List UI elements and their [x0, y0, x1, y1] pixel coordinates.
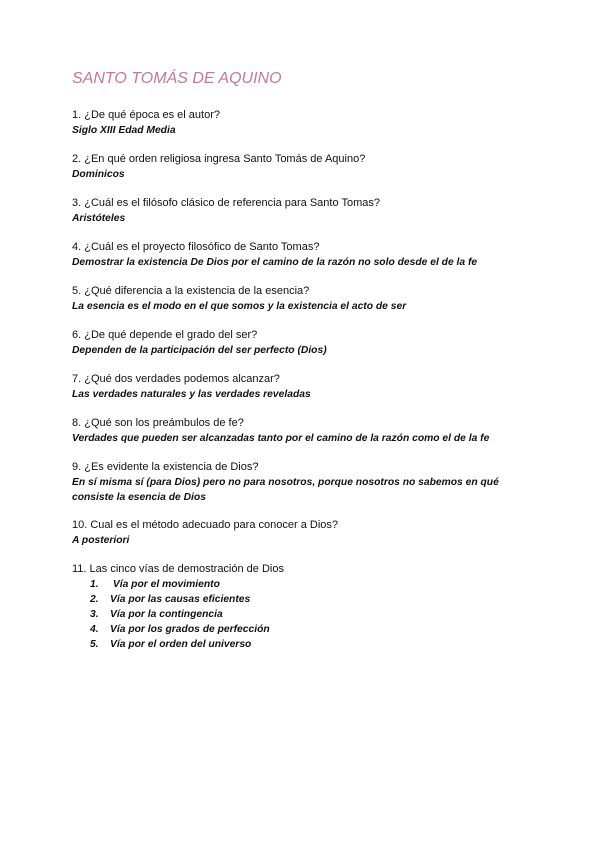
answer-6: Dependen de la participación del ser perfecto (Dios) — [72, 345, 327, 356]
list-number: 5. — [90, 639, 99, 650]
list-number: 2. — [90, 594, 99, 605]
qa-item-1 — [72, 108, 542, 138]
answer-3: Aristóteles — [72, 213, 126, 224]
question-6: 6. ¿De qué depende el grado del ser? — [72, 329, 258, 341]
qa-item-6 — [72, 328, 542, 358]
list-text: Vía por los grados de perfección — [110, 624, 270, 635]
qa-item-4 — [72, 240, 542, 270]
qa-item-9 — [72, 460, 542, 505]
qa-item-7 — [72, 372, 542, 402]
qa-item-10 — [72, 518, 542, 548]
question-5: 5. ¿Qué diferencia a la existencia de la esencia? — [72, 285, 310, 297]
page-title: SANTO TOMÁS DE AQUINO — [72, 70, 282, 87]
question-7: 7. ¿Qué dos verdades podemos alcanzar? — [72, 373, 280, 385]
answer-4: Demostrar la existencia De Dios por el camino de la razón no solo desde el de la fe — [72, 257, 478, 268]
ways-list — [72, 577, 542, 652]
question-1: 1. ¿De qué época es el autor? — [72, 109, 220, 121]
answer-10: A posteriori — [72, 535, 130, 546]
question-4: 4. ¿Cuál es el proyecto filosófico de Santo Tomas? — [72, 241, 320, 253]
question-9: 9. ¿Es evidente la existencia de Dios? — [72, 461, 259, 473]
question-3: 3. ¿Cuál es el filósofo clásico de referencia para Santo Tomas? — [72, 197, 380, 209]
list-item — [90, 637, 542, 652]
list-item — [90, 592, 542, 607]
answer-5: La esencia es el modo en el que somos y la existencia el acto de ser — [72, 301, 407, 312]
list-item — [90, 622, 542, 637]
list-text: Vía por la contingencia — [110, 609, 223, 620]
question-8: 8. ¿Qué son los preámbulos de fe? — [72, 417, 244, 429]
qa-item-11 — [72, 562, 542, 652]
list-text: Vía por las causas eficientes — [110, 594, 251, 605]
list-item — [90, 607, 542, 622]
list-item — [90, 577, 542, 592]
qa-item-2 — [72, 152, 542, 182]
list-text: Vía por el orden del universo — [110, 639, 252, 650]
list-number: 4. — [90, 624, 99, 635]
answer-2: Dominicos — [72, 169, 125, 180]
qa-item-3 — [72, 196, 542, 226]
list-text: Vía por el movimiento — [110, 579, 220, 590]
answer-7: Las verdades naturales y las verdades reveladas — [72, 389, 311, 400]
question-10: 10. Cual es el método adecuado para conocer a Dios? — [72, 519, 339, 531]
qa-item-5 — [72, 284, 542, 314]
question-2: 2. ¿En qué orden religiosa ingresa Santo Tomás de Aquino? — [72, 153, 366, 165]
question-11: 11. Las cinco vías de demostración de Dios — [72, 563, 284, 575]
answer-8: Verdades que pueden ser alcanzadas tanto por el camino de la razón como el de la fe — [72, 433, 490, 444]
list-number: 3. — [90, 609, 99, 620]
answer-1: Siglo XIII Edad Media — [72, 125, 176, 136]
answer-9: En sí misma sí (para Dios) pero no para nosotros, porque nosotros no sabemos en qué consiste la esencia de Dios — [72, 477, 499, 503]
list-number: 1. — [90, 579, 99, 590]
qa-item-8 — [72, 416, 542, 446]
